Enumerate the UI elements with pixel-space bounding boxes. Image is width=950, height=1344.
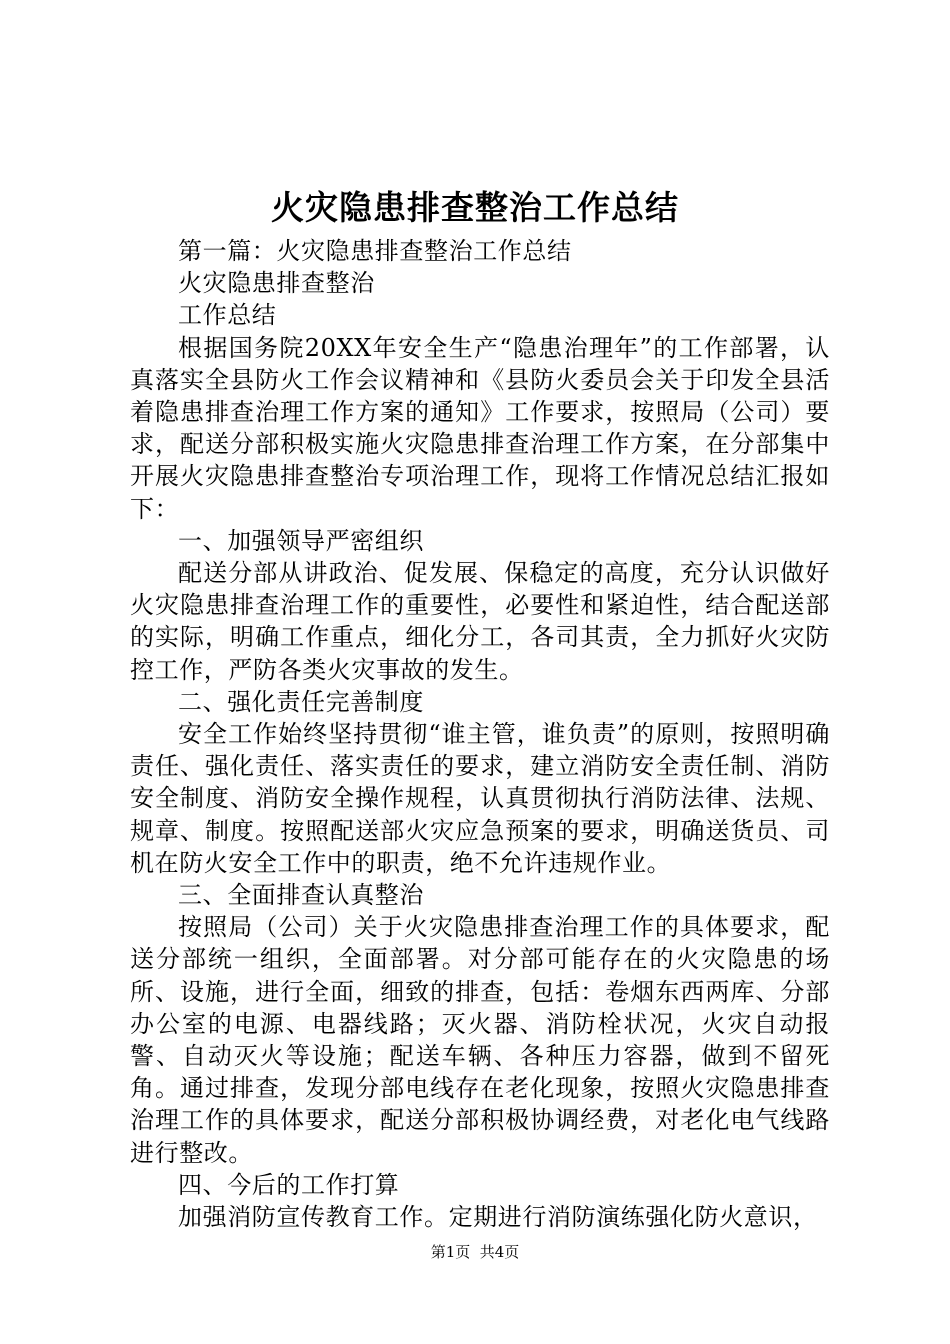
paragraph-part-heading: 第一篇：火灾隐患排查整治工作总结 — [178, 237, 572, 265]
page-number-label: 第1页 共4页 — [430, 1243, 520, 1261]
paragraph-section-1: 配送分部从讲政治、促发展、保稳定的高度，充分认识做好火灾隐患排查治理工作的重要性，必要性和紧迫性，结合配送部的实际，明确工作重点，细化分工，各司其责，全力抓好火灾防控工作，严防各类火灾事故的发生。 — [130, 559, 830, 684]
paragraph-section-3: 按照局（公司）关于火灾隐患排查治理工作的具体要求，配送分部统一组织，全面部署。对分部可能存在的火灾隐患的场所、设施，进行全面，细致的排查，包括：卷烟东西两库、分部办公室的电源、电器线路；灭火器、消防栓状况，火灾自动报警、自动灭火等设施；配送车辆、各种压力容器，做到不留死角。通过排查，发现分部电线存在老化现象，按照火灾隐患排查治理工作的具体要求，配送分部积极协调经费，对老化电气线路进行整改。 — [130, 913, 830, 1167]
paragraph-subtitle-line-2: 工作总结 — [178, 301, 277, 330]
paragraph-section-4: 加强消防宣传教育工作。定期进行消防演练强化防火意识， — [178, 1203, 818, 1232]
paragraph-subtitle-line-1: 火灾隐患排查整治 — [178, 269, 375, 298]
section-heading-2: 二、强化责任完善制度 — [178, 687, 424, 716]
paragraph-intro: 根据国务院20XX年安全生产“隐患治理年”的工作部署，认真落实全县防火工作会议精神和《县防火委员会关于印发全县活着隐患排查治理工作方案的通知》工作要求，按照局（公司）要求，配送分部积极实施火灾隐患排查治理工作方案，在分部集中开展火灾隐患排查整治专项治理工作，现将工作情况总结汇报如下： — [130, 333, 830, 523]
document-title: 火灾隐患排查整治工作总结 — [271, 188, 679, 227]
paragraph-section-2: 安全工作始终坚持贯彻“谁主管，谁负责”的原则，按照明确责任、强化责任、落实责任的要求，建立消防安全责任制、消防安全制度、消防安全操作规程，认真贯彻执行消防法律、法规、规章、制度。按照配送部火灾应急预案的要求，明确送货员、司机在防火安全工作中的职责，绝不允许违规作业。 — [130, 720, 830, 877]
section-heading-3: 三、全面排查认真整治 — [178, 881, 424, 910]
page-footer — [0, 1242, 950, 1262]
section-heading-1: 一、加强领导严密组织 — [178, 526, 424, 555]
document-body — [130, 235, 830, 1233]
section-heading-4: 四、今后的工作打算 — [178, 1170, 400, 1199]
